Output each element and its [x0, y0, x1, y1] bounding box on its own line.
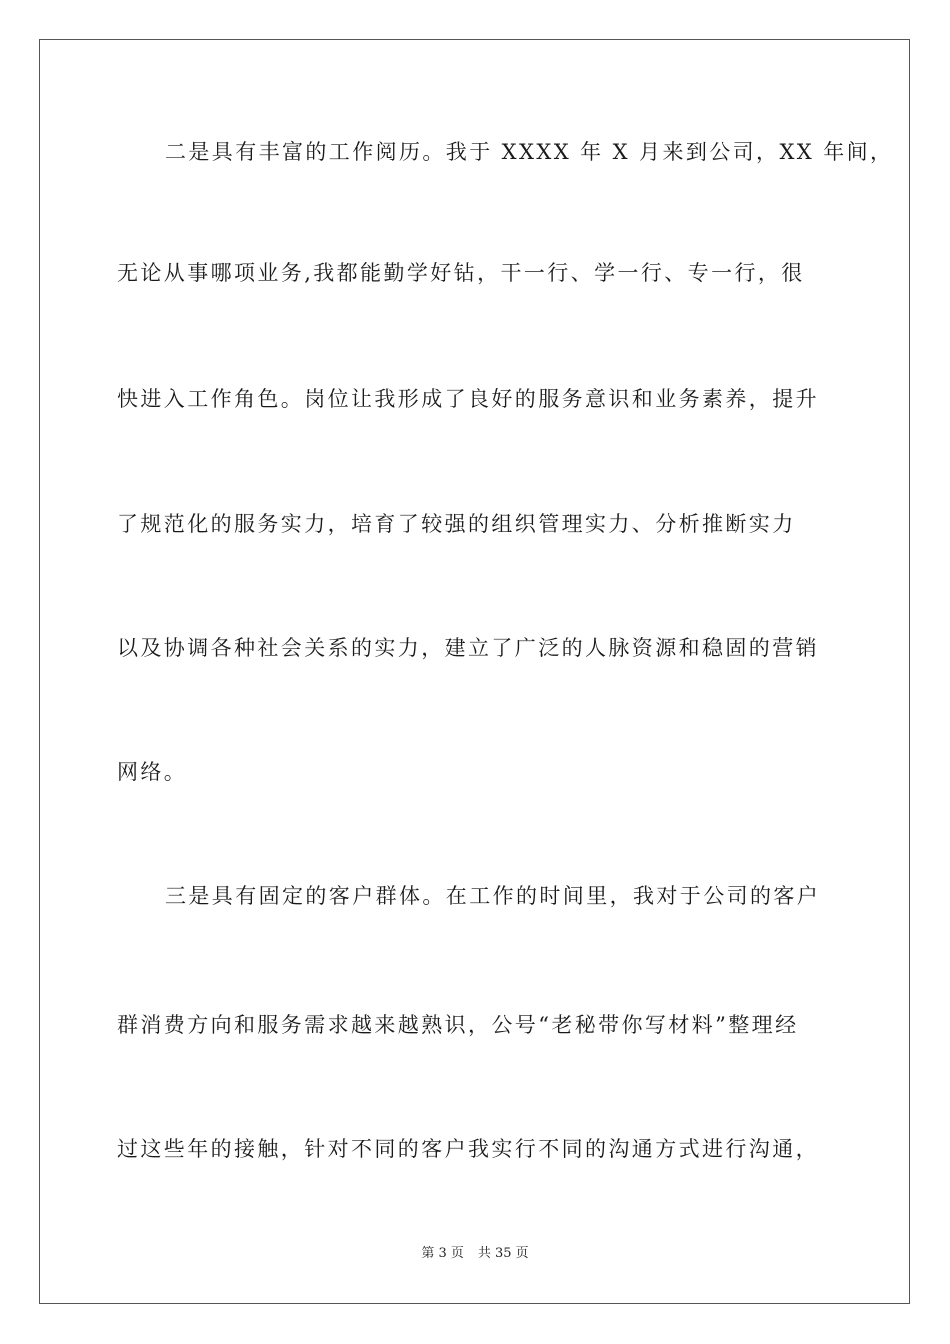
page-total: 共 35 页: [477, 1246, 529, 1261]
page-footer: [0, 1245, 950, 1263]
paragraph-line: 三是具有固定的客户群体。在工作的时间里，我对于公司的客户: [165, 884, 821, 908]
paragraph-line: 二是具有丰富的工作阅历。我于 XXXX 年 X 月来到公司，XX 年间，: [165, 140, 894, 164]
paragraph-line: 了规范化的服务实力，培育了较强的组织管理实力、分析推断实力: [117, 512, 796, 536]
page-number: 第 3 页: [421, 1246, 464, 1261]
paragraph-line: 群消费方向和服务需求越来越熟识，公号“老秘带你写材料”整理经: [117, 1013, 799, 1037]
paragraph-line: 快进入工作角色。岗位让我形成了良好的服务意识和业务素养，提升: [117, 387, 819, 411]
paragraph-line: 无论从事哪项业务,我都能勤学好钻，干一行、学一行、专一行，很: [117, 261, 805, 285]
paragraph-line: 网络。: [117, 760, 188, 784]
page-border: [39, 39, 910, 1304]
paragraph-line: 过这些年的接触，针对不同的客户我实行不同的沟通方式进行沟通，: [117, 1137, 819, 1161]
paragraph-line: 以及协调各种社会关系的实力，建立了广泛的人脉资源和稳固的营销: [117, 636, 819, 660]
